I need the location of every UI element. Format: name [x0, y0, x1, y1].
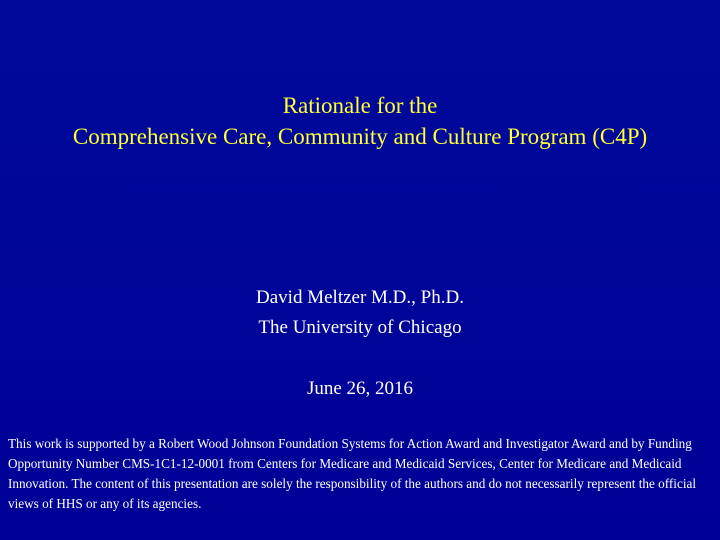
affiliation: The University of Chicago: [258, 317, 462, 338]
author-name: David Meltzer M.D., Ph.D.: [256, 287, 464, 308]
slide-title: [0, 90, 720, 152]
title-line-2: Comprehensive Care, Community and Culture Program (C4P): [72, 124, 648, 149]
presentation-date: June 26, 2016: [306, 378, 414, 399]
author-block: [0, 283, 720, 404]
funding-disclaimer: This work is supported by a Robert Wood Johnson Foundation Systems for Action Award and Investigator Award and by Funding Opportunity Number CMS-1C1-12-0001 from Centers for Medicare and Medicaid Services, Center for Medicare and Medicaid Innovation. The content of this presentation are solely the responsibility of the authors and do not necessarily represent the official views of HHS or any of its agencies.: [8, 436, 697, 511]
title-line-1: Rationale for the: [282, 93, 438, 118]
